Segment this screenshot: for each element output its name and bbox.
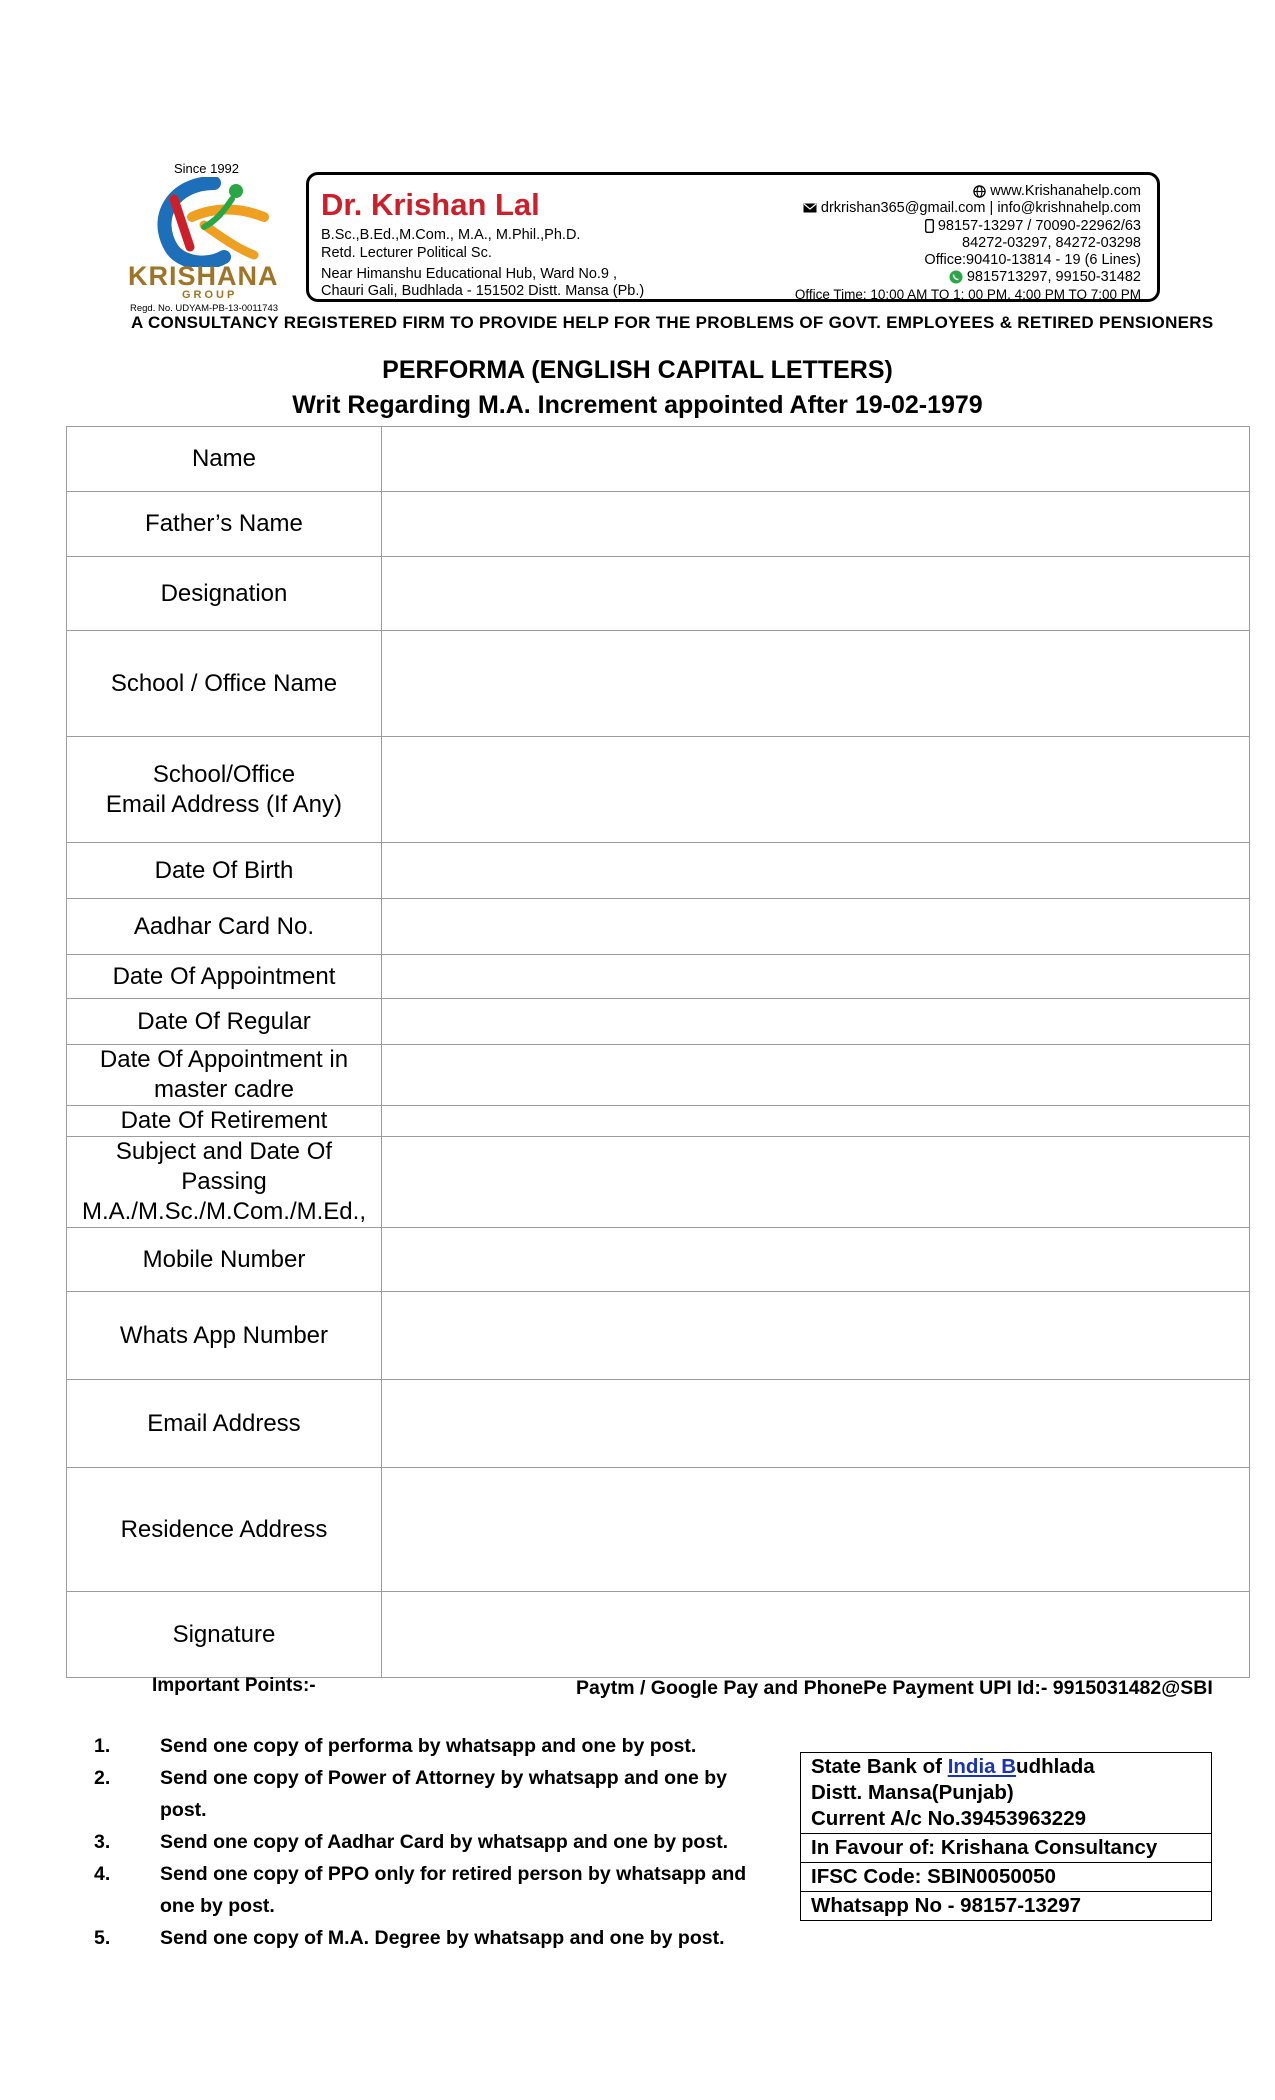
form-field-label: Date Of Appointment (67, 955, 382, 999)
mail-icon (803, 203, 817, 213)
logo-since: Since 1992 (173, 161, 240, 176)
office-time: Office Time: 10:00 AM TO 1: 00 PM, 4:00 PM TO 7:00 PM (794, 287, 1141, 302)
bank-name-cell (801, 1753, 1212, 1834)
form-field-value[interactable] (381, 1228, 1249, 1292)
form-field-label: Residence Address (67, 1468, 382, 1592)
form-field-label: Subject and Date Of Passing M.A./M.Sc./M.Com./M.Ed., (67, 1137, 382, 1228)
important-point (94, 1858, 774, 1922)
form-row (67, 737, 1250, 843)
form-row (67, 427, 1250, 492)
bank-district: Distt. Mansa(Punjab) (811, 1781, 1014, 1804)
form-row (67, 999, 1250, 1045)
bank-link[interactable]: India B (947, 1755, 1017, 1778)
phone-line-1 (925, 218, 1141, 234)
point-number: 5. (94, 1927, 111, 1949)
phone-1: 98157-13297 / 70090-22962/63 (937, 218, 1141, 234)
form-field-label: Signature (67, 1592, 382, 1678)
form-field-value[interactable] (381, 1380, 1249, 1468)
form-row (67, 843, 1250, 899)
form-field-value[interactable] (381, 557, 1249, 631)
form-row (67, 1106, 1250, 1137)
form-field-label: Date Of Regular (67, 999, 382, 1045)
bank-name-prefix: State Bank of (811, 1755, 948, 1778)
company-logo (124, 157, 302, 317)
important-points-list (94, 1730, 774, 1954)
form-row (67, 1468, 1250, 1592)
point-number: 2. (94, 1767, 111, 1789)
form-row (67, 631, 1250, 737)
form-field-value[interactable] (381, 1045, 1249, 1106)
form-row (67, 492, 1250, 557)
point-text: Send one copy of performa by whatsapp and one by post. (160, 1735, 697, 1757)
point-text: Send one copy of M.A. Degree by whatsapp and one by post. (160, 1927, 725, 1949)
form-field-value[interactable] (381, 1592, 1249, 1678)
email-line (803, 200, 1141, 216)
logo-regd: Regd. No. UDYAM-PB-13-0011743 (130, 303, 279, 314)
form-field-value[interactable] (381, 843, 1249, 899)
logo-group: GROUP (182, 289, 238, 301)
important-point (94, 1826, 774, 1858)
krishana-emblem-icon (144, 177, 294, 267)
doctor-name: Dr. Krishan Lal (321, 187, 540, 222)
bank-whatsapp: Whatsapp No - 98157-13297 (801, 1892, 1212, 1921)
form-field-label: Aadhar Card No. (67, 899, 382, 955)
point-text: Send one copy of PPO only for retired person by whatsapp and one by post. (160, 1863, 747, 1917)
bank-account: Current A/c No.39453963229 (811, 1807, 1086, 1830)
important-point (94, 1762, 774, 1826)
form-row (67, 1228, 1250, 1292)
qualifications: B.Sc.,B.Ed.,M.Com., M.A., M.Phil.,Ph.D. (321, 227, 581, 243)
form-title: PERFORMA (ENGLISH CAPITAL LETTERS) (382, 356, 893, 384)
form-field-label: Date Of Retirement (67, 1106, 382, 1137)
form-row (67, 557, 1250, 631)
form-subtitle: Writ Regarding M.A. Increment appointed After 19-02-1979 (292, 391, 983, 419)
mobile-phone-icon (925, 219, 934, 233)
website: www.Krishanahelp.com (990, 183, 1141, 199)
designation-text: Retd. Lecturer Political Sc. (321, 245, 492, 261)
form-row (67, 1380, 1250, 1468)
letterhead-box (306, 172, 1160, 302)
form-row (67, 1292, 1250, 1380)
phone-2: 84272-03297, 84272-03298 (962, 235, 1141, 251)
point-number: 1. (94, 1735, 111, 1757)
form-field-value[interactable] (381, 999, 1249, 1045)
form-field-label: Mobile Number (67, 1228, 382, 1292)
form-row (67, 899, 1250, 955)
firm-banner: A CONSULTANCY REGISTERED FIRM TO PROVIDE HELP FOR THE PROBLEMS OF GOVT. EMPLOYEES & RETIRED PENSIONERS (131, 313, 1214, 332)
point-number: 4. (94, 1863, 111, 1885)
form-field-label: Father’s Name (67, 492, 382, 557)
form-field-label: Date Of Birth (67, 843, 382, 899)
website-line (973, 183, 1141, 199)
form-field-value[interactable] (381, 1106, 1249, 1137)
form-row (67, 1045, 1250, 1106)
office-phone: Office:90410-13814 - 19 (6 Lines) (924, 252, 1141, 268)
address-line-2: Chauri Gali, Budhlada - 151502 Distt. Mansa (Pb.) (321, 283, 645, 299)
whatsapp-line (949, 269, 1141, 285)
point-text: Send one copy of Power of Attorney by whatsapp and one by post. (160, 1767, 728, 1821)
email: drkrishan365@gmail.com | info@krishnahelp.com (820, 200, 1141, 216)
form-field-value[interactable] (381, 955, 1249, 999)
important-point (94, 1730, 774, 1762)
form-row (67, 955, 1250, 999)
important-point (94, 1922, 774, 1954)
form-field-label: School/Office Email Address (If Any) (67, 737, 382, 843)
point-number: 3. (94, 1831, 111, 1853)
bank-details-box (800, 1752, 1212, 1921)
bank-ifsc: IFSC Code: SBIN0050050 (801, 1863, 1212, 1892)
logo-name: KRISHANA (128, 261, 279, 291)
globe-icon (973, 185, 986, 198)
form-field-label: Email Address (67, 1380, 382, 1468)
performa-form-table (66, 426, 1250, 1678)
important-points-title: Important Points:- (152, 1675, 316, 1696)
form-field-label: School / Office Name (67, 631, 382, 737)
form-field-label: Date Of Appointment in master cadre (67, 1045, 382, 1106)
form-field-value[interactable] (381, 1292, 1249, 1380)
address-line-1: Near Himanshu Educational Hub, Ward No.9 , (321, 266, 618, 282)
form-field-label: Name (67, 427, 382, 492)
form-field-value[interactable] (381, 631, 1249, 737)
point-text: Send one copy of Aadhar Card by whatsapp and one by post. (160, 1831, 729, 1853)
form-field-value[interactable] (381, 1137, 1249, 1228)
bank-name-suffix: udhlada (1016, 1755, 1095, 1778)
form-field-value[interactable] (381, 492, 1249, 557)
whatsapp-icon (949, 270, 963, 284)
whatsapp-numbers: 9815713297, 99150-31482 (966, 269, 1141, 285)
form-row (67, 1137, 1250, 1228)
form-field-value[interactable] (381, 1468, 1249, 1592)
upi-payment-info: Paytm / Google Pay and PhonePe Payment UPI Id:- 9915031482@SBI (576, 1677, 1213, 1699)
form-row (67, 1592, 1250, 1678)
form-field-value[interactable] (381, 899, 1249, 955)
form-field-value[interactable] (381, 737, 1249, 843)
bank-favour: In Favour of: Krishana Consultancy (801, 1834, 1212, 1863)
form-field-value[interactable] (381, 427, 1249, 492)
form-field-label: Whats App Number (67, 1292, 382, 1380)
form-field-label: Designation (67, 557, 382, 631)
